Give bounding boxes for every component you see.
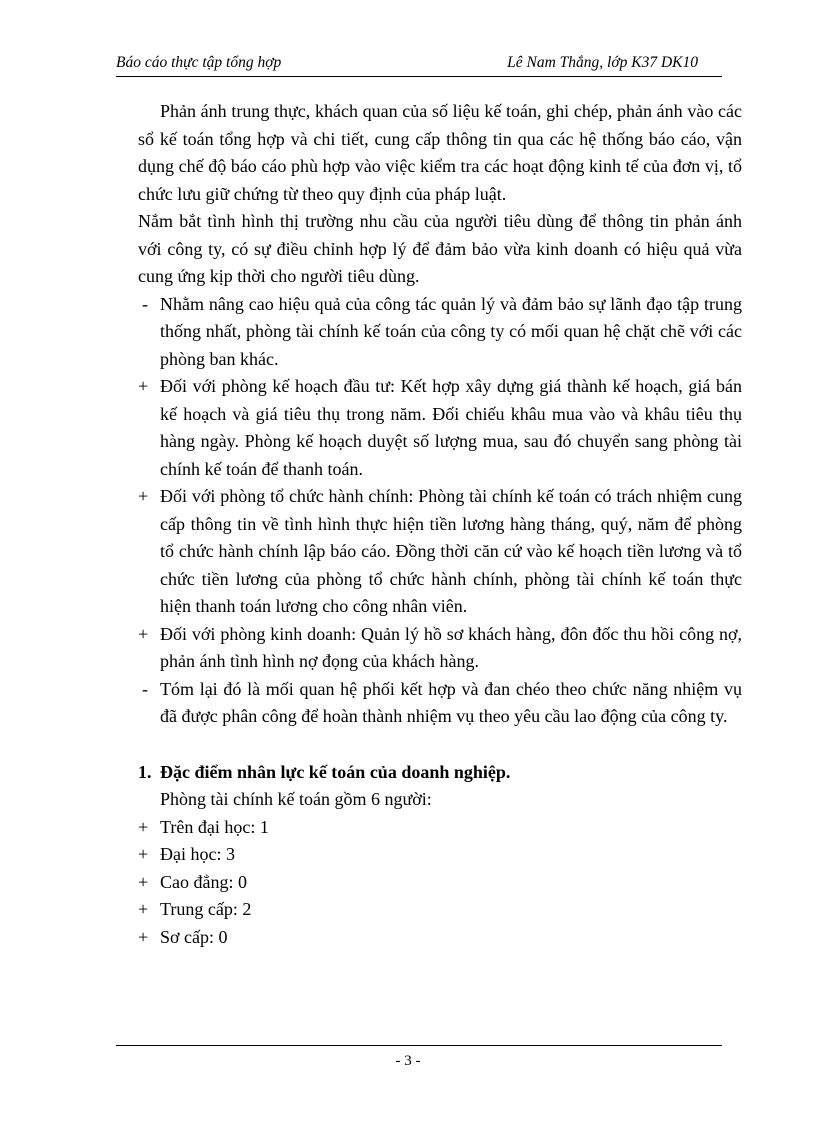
list-item	[138, 814, 742, 842]
plus-marker: +	[138, 926, 149, 947]
list-item-text: Trên đại học: 1	[160, 816, 269, 837]
list-item	[138, 841, 742, 869]
section-title: Đặc điểm nhân lực kế toán của doanh nghiệp.	[160, 761, 511, 782]
plus-marker: +	[138, 623, 149, 644]
plus-marker: +	[138, 376, 149, 396]
footer-divider	[116, 1045, 722, 1046]
list-item-text: Đại học: 3	[160, 844, 235, 864]
paragraph-6-text: Đối với phòng kinh doanh: Quản lý hồ sơ khách hàng, đôn đốc thu hồi công nợ, phản ánh tình hình nợ đọng của khách hàng.	[160, 623, 742, 671]
paragraph-7-text: Tóm lại đó là mối quan hệ phối kết hợp và đan chéo theo chức năng nhiệm vụ đã được phân công để hoàn thành nhiệm vụ theo yêu cầu lao động của công ty.	[160, 678, 742, 726]
header-author: Lê Nam Thắng, lớp K37 DK10	[507, 54, 698, 71]
paragraph-6	[138, 621, 742, 676]
section-intro: Phòng tài chính kế toán gồm 6 người:	[160, 789, 432, 809]
plus-marker: +	[138, 486, 149, 506]
paragraph-4-text: Đối với phòng kế hoạch đầu tư: Kết hợp xây dựng giá thành kế hoạch, giá bán kế hoạch và giá tiêu thụ trong năm. Đối chiếu khâu mua vào và khâu tiêu thụ hàng ngày. Phòng kế hoạch duyệt số lượng mua, sau đó chuyển sang phòng tài chính kế toán để thanh toán.	[160, 376, 742, 479]
section-heading	[138, 759, 742, 787]
list-item	[138, 924, 742, 952]
paragraph-5	[138, 483, 742, 621]
list-item-text: Trung cấp: 2	[160, 899, 252, 919]
page-header	[116, 52, 722, 77]
page-number: - 3 -	[395, 1053, 421, 1069]
header-report-title: Báo cáo thực tập tổng hợp	[116, 54, 282, 71]
list-item	[138, 869, 742, 897]
plus-marker: +	[138, 899, 149, 919]
paragraph-3-text: Nhằm nâng cao hiệu quả của công tác quản lý và đảm bảo sự lãnh đạo tập trung thống nhất, phòng tài chính kế toán của công ty có mối quan hệ chặt chẽ với các phòng ban khác.	[160, 293, 742, 369]
plus-marker: +	[138, 844, 149, 864]
list-item-text: Cao đẳng: 0	[160, 871, 247, 892]
section-number: 1.	[138, 761, 152, 782]
paragraph-5-text: Đối với phòng tổ chức hành chính: Phòng tài chính kế toán có trách nhiệm cung cấp thông tin về tình hình thực hiện tiền lương hàng tháng, quý, năm để phòng tổ chức hành chính lập báo cáo. Đồng thời căn cứ vào kế hoạch tiền lương và tổ chức tiền lương của phòng tổ chức hành chính, phòng tài chính kế toán thực hiện thanh toán lương cho công nhân viên.	[160, 486, 742, 616]
list-item-text: Sơ cấp: 0	[160, 926, 228, 947]
paragraph-2: Nắm bắt tình hình thị trường nhu cầu của người tiêu dùng để thông tin phản ánh với công ty, có sự điều chỉnh hợp lý để đảm bảo vừa kinh doanh có hiệu quả vừa cung ứng kịp thời cho người tiêu dùng.	[138, 211, 742, 286]
dash-marker: -	[142, 678, 148, 699]
plus-marker: +	[138, 816, 149, 837]
dash-marker: -	[142, 293, 148, 314]
paragraph-7	[138, 676, 742, 731]
plus-marker: +	[138, 871, 149, 892]
paragraph-1: Phản ánh trung thực, khách quan của số liệu kế toán, ghi chép, phản ánh vào các sổ kế toán tổng hợp và chi tiết, cung cấp thông tin qua các hệ thống báo cáo, vận dụng chế độ báo cáo phù hợp vào việc kiểm tra các hoạt động kinh tế của đơn vị, tổ chức lưu giữ chứng từ theo quy định của pháp luật.	[138, 101, 742, 204]
paragraph-4	[138, 373, 742, 483]
document-body	[138, 98, 742, 951]
list-item	[138, 896, 742, 924]
paragraph-3	[138, 291, 742, 374]
